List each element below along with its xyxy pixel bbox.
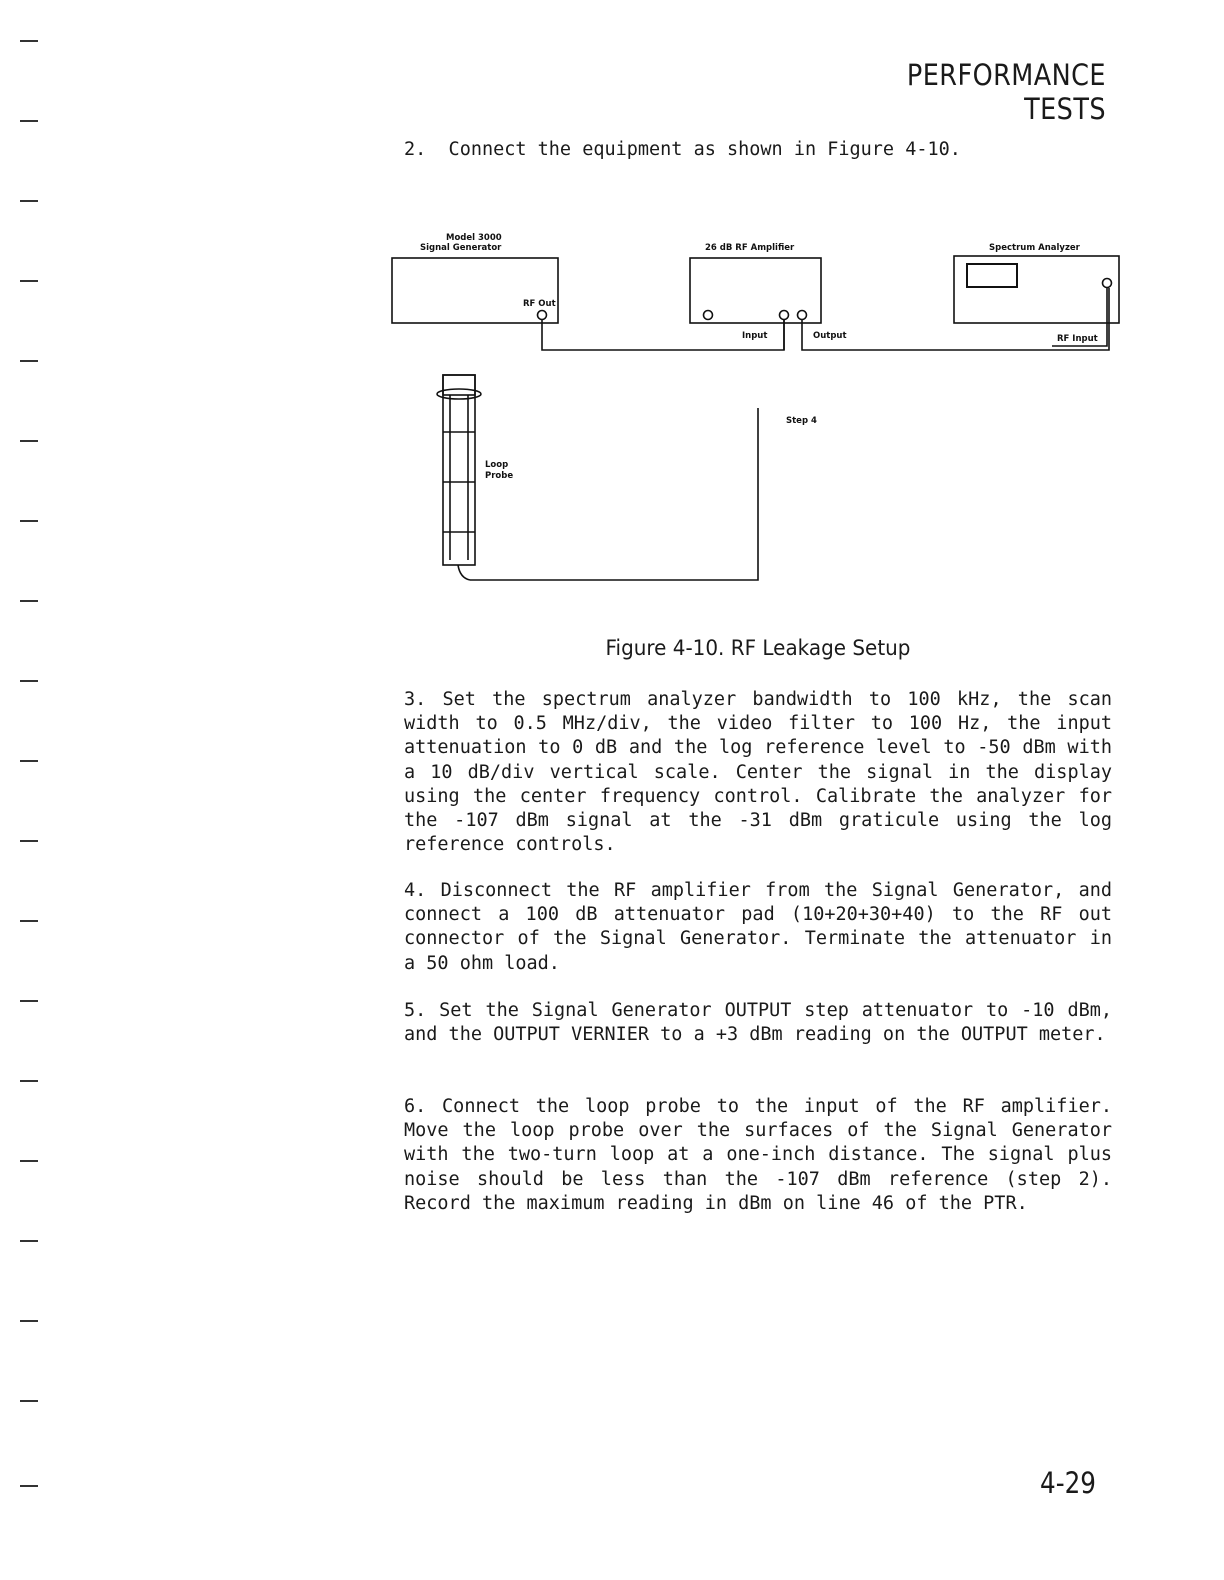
rf-out-label: RF Out: [523, 299, 556, 309]
amplifier-output-label: Output: [813, 331, 847, 341]
amplifier-label: 26 dB RF Amplifier: [705, 243, 795, 253]
step-3-paragraph: 3. Set the spectrum analyzer bandwidth to 100 kHz, the scan width to 0.5 MHz/div, the video filter to 100 Hz, the input attenuation to 0 dB and the log reference level to -50 dBm with a 10 dB/div vertical scale. Center the signal in the display using the center frequency control. Calibrate the analyzer for the -107 dBm signal at the -31 dBm graticule using the log reference controls.: [404, 689, 1112, 856]
step-2-text: 2. Connect the equipment as shown in Figure 4-10.: [404, 139, 961, 160]
margin-mark: [20, 1240, 38, 1242]
rf-leakage-setup-diagram: [380, 220, 1140, 600]
margin-mark: [20, 200, 38, 202]
margin-mark: [20, 760, 38, 762]
margin-mark: [20, 280, 38, 282]
analyzer-label: Spectrum Analyzer: [989, 243, 1080, 253]
figure-caption: Figure 4-10. RF Leakage Setup: [605, 636, 911, 660]
step-6-paragraph: 6. Connect the loop probe to the input of the RF amplifier. Move the loop probe over the surfaces of the Signal Generator with the two-turn loop at a one-inch distance. The signal plus noise should be less than the -107 dBm reference (step 2). Record the maximum reading in dBm on line 46 of the PTR.: [404, 1096, 1112, 1214]
rf-out-connector: [538, 311, 547, 320]
step-4-label: Step 4: [786, 416, 817, 426]
loop-probe-body: [443, 375, 475, 565]
spectrum-analyzer-box: [954, 256, 1119, 323]
margin-mark: [20, 40, 38, 42]
margin-mark: [20, 1000, 38, 1002]
margin-mark: [20, 360, 38, 362]
analyzer-screen: [967, 264, 1017, 287]
page-header: PERFORMANCE TESTS: [906, 58, 1106, 126]
signal-generator-label-2: Signal Generator: [420, 243, 502, 253]
margin-mark: [20, 1400, 38, 1402]
margin-mark: [20, 120, 38, 122]
amplifier-box: [690, 258, 821, 323]
margin-mark: [20, 520, 38, 522]
amplifier-left-connector: [704, 311, 713, 320]
signal-generator-box: [392, 258, 558, 323]
margin-mark: [20, 1160, 38, 1162]
analyzer-rf-input-connector: [1103, 279, 1112, 288]
loop-probe-label-2: Probe: [485, 471, 514, 481]
page-number: 4-29: [1040, 1466, 1096, 1500]
margin-mark: [20, 1320, 38, 1322]
margin-mark: [20, 680, 38, 682]
margin-mark: [20, 600, 38, 602]
amplifier-input-label: Input: [742, 331, 768, 341]
margin-mark: [20, 440, 38, 442]
cable-loop-probe-step-4: [470, 408, 758, 580]
margin-mark: [20, 1080, 38, 1082]
margin-mark: [20, 1485, 38, 1487]
loop-probe-label-1: Loop: [485, 460, 509, 470]
signal-generator-label-1: Model 3000: [446, 233, 502, 243]
margin-mark: [20, 840, 38, 842]
analyzer-rf-input-label: RF Input: [1057, 334, 1098, 344]
amplifier-input-connector: [780, 311, 789, 320]
step-4-paragraph: 4. Disconnect the RF amplifier from the Signal Generator, and connect a 100 dB attenuator pad (10+20+30+40) to the RF out connector of the Signal Generator. Terminate the attenuator in a 50 ohm load.: [404, 880, 1112, 974]
amplifier-output-connector: [798, 311, 807, 320]
step-5-paragraph: 5. Set the Signal Generator OUTPUT step attenuator to -10 dBm, and the OUTPUT VERNIER to a +3 dBm reading on the OUTPUT meter.: [404, 1000, 1112, 1046]
margin-mark: [20, 920, 38, 922]
